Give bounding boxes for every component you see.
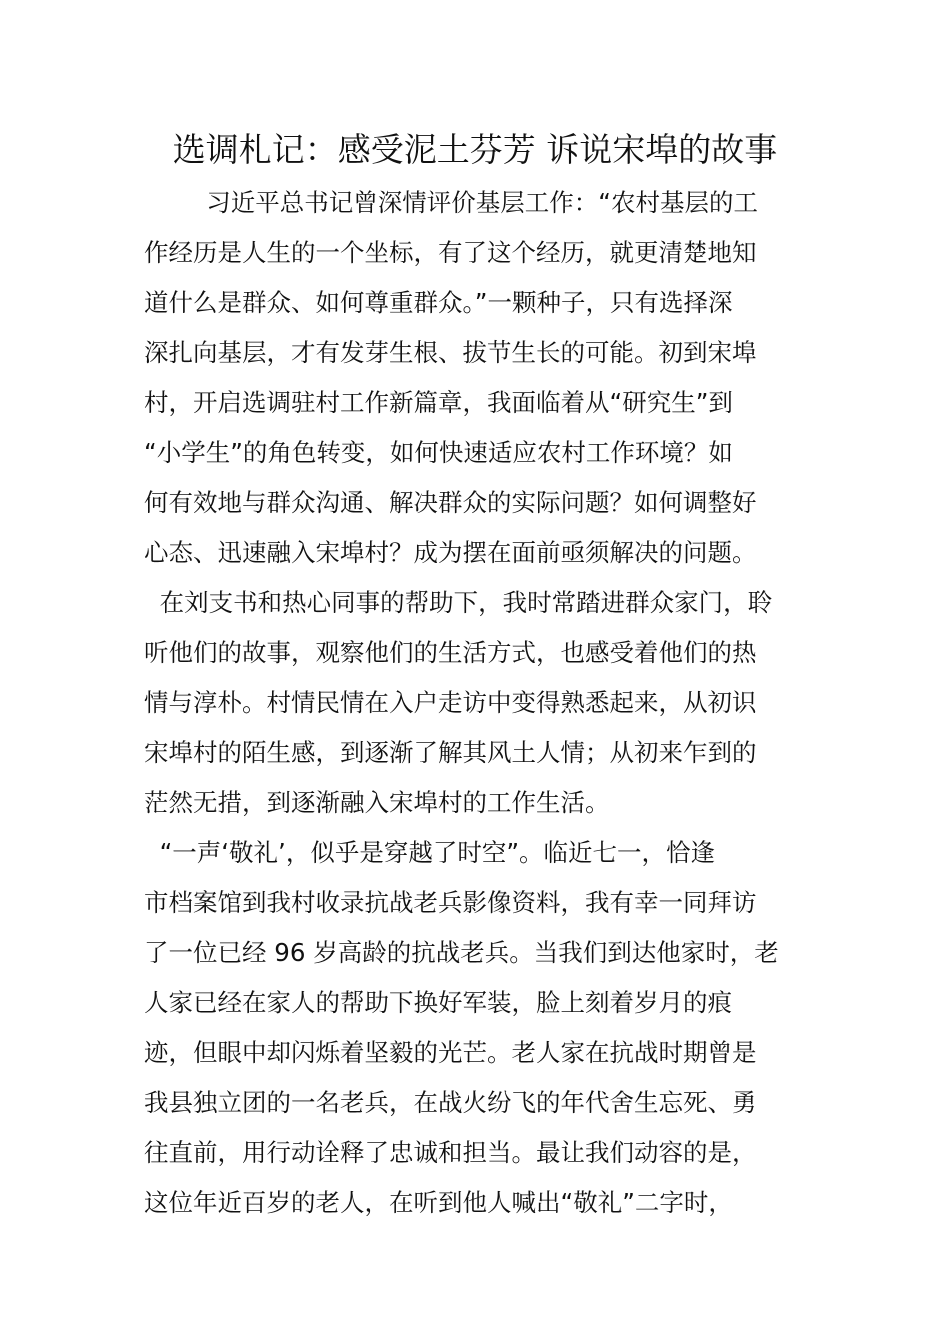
text-line: 作经历是人生的一个坐标，有了这个经历，就更清楚地知 xyxy=(144,238,757,267)
text-line: 往直前，用行动诠释了忠诚和担当。最让我们动容的是， xyxy=(144,1138,757,1167)
text-line: 这位年近百岁的老人，在听到他人喊出“敬礼”二字时， xyxy=(144,1188,733,1217)
text-line: 习近平总书记曾深情评价基层工作：“农村基层的工 xyxy=(144,188,758,217)
text-line: 人家已经在家人的帮助下换好军装，脸上刻着岁月的痕 xyxy=(144,988,732,1017)
text-line: 我县独立团的一名老兵，在战火纷飞的年代舍生忘死、勇 xyxy=(144,1088,757,1117)
text-line: 茫然无措，到逐渐融入宋埠村的工作生活。 xyxy=(144,788,610,817)
text-line: 迹，但眼中却闪烁着坚毅的光芒。老人家在抗战时期曾是 xyxy=(144,1038,757,1067)
text-line: 村，开启选调驻村工作新篇章，我面临着从“研究生”到 xyxy=(144,388,733,417)
text-line: 何有效地与群众沟通、解决群众的实际问题？如何调整好 xyxy=(144,488,757,517)
text-line: 市档案馆到我村收录抗战老兵影像资料，我有幸一同拜访 xyxy=(144,888,757,917)
document-body xyxy=(144,178,808,1228)
text-line: 宋埠村的陌生感，到逐渐了解其风土人情；从初来乍到的 xyxy=(144,738,757,767)
text-line: 了一位已经 96 岁高龄的抗战老兵。当我们到达他家时，老 xyxy=(144,938,779,967)
text-line: “一声‘敬礼’，似乎是穿越了时空”。临近七一，恰逢 xyxy=(144,838,716,867)
text-line: 听他们的故事，观察他们的生活方式，也感受着他们的热 xyxy=(144,638,757,667)
text-line: “小学生”的角色转变，如何快速适应农村工作环境？如 xyxy=(144,438,733,467)
text-line: 在刘支书和热心同事的帮助下，我时常踏进群众家门，聆 xyxy=(144,588,773,617)
text-line: 心态、迅速融入宋埠村？成为摆在面前亟须解决的问题。 xyxy=(144,538,757,567)
document-title: 选调札记：感受泥土芬芳 诉说宋埠的故事 xyxy=(172,130,778,169)
text-line: 情与淳朴。村情民情在入户走访中变得熟悉起来，从初识 xyxy=(144,688,757,717)
text-line: 道什么是群众、如何尊重群众。”一颗种子，只有选择深 xyxy=(144,288,733,317)
text-line: 深扎向基层，才有发芽生根、拔节生长的可能。初到宋埠 xyxy=(144,338,757,367)
